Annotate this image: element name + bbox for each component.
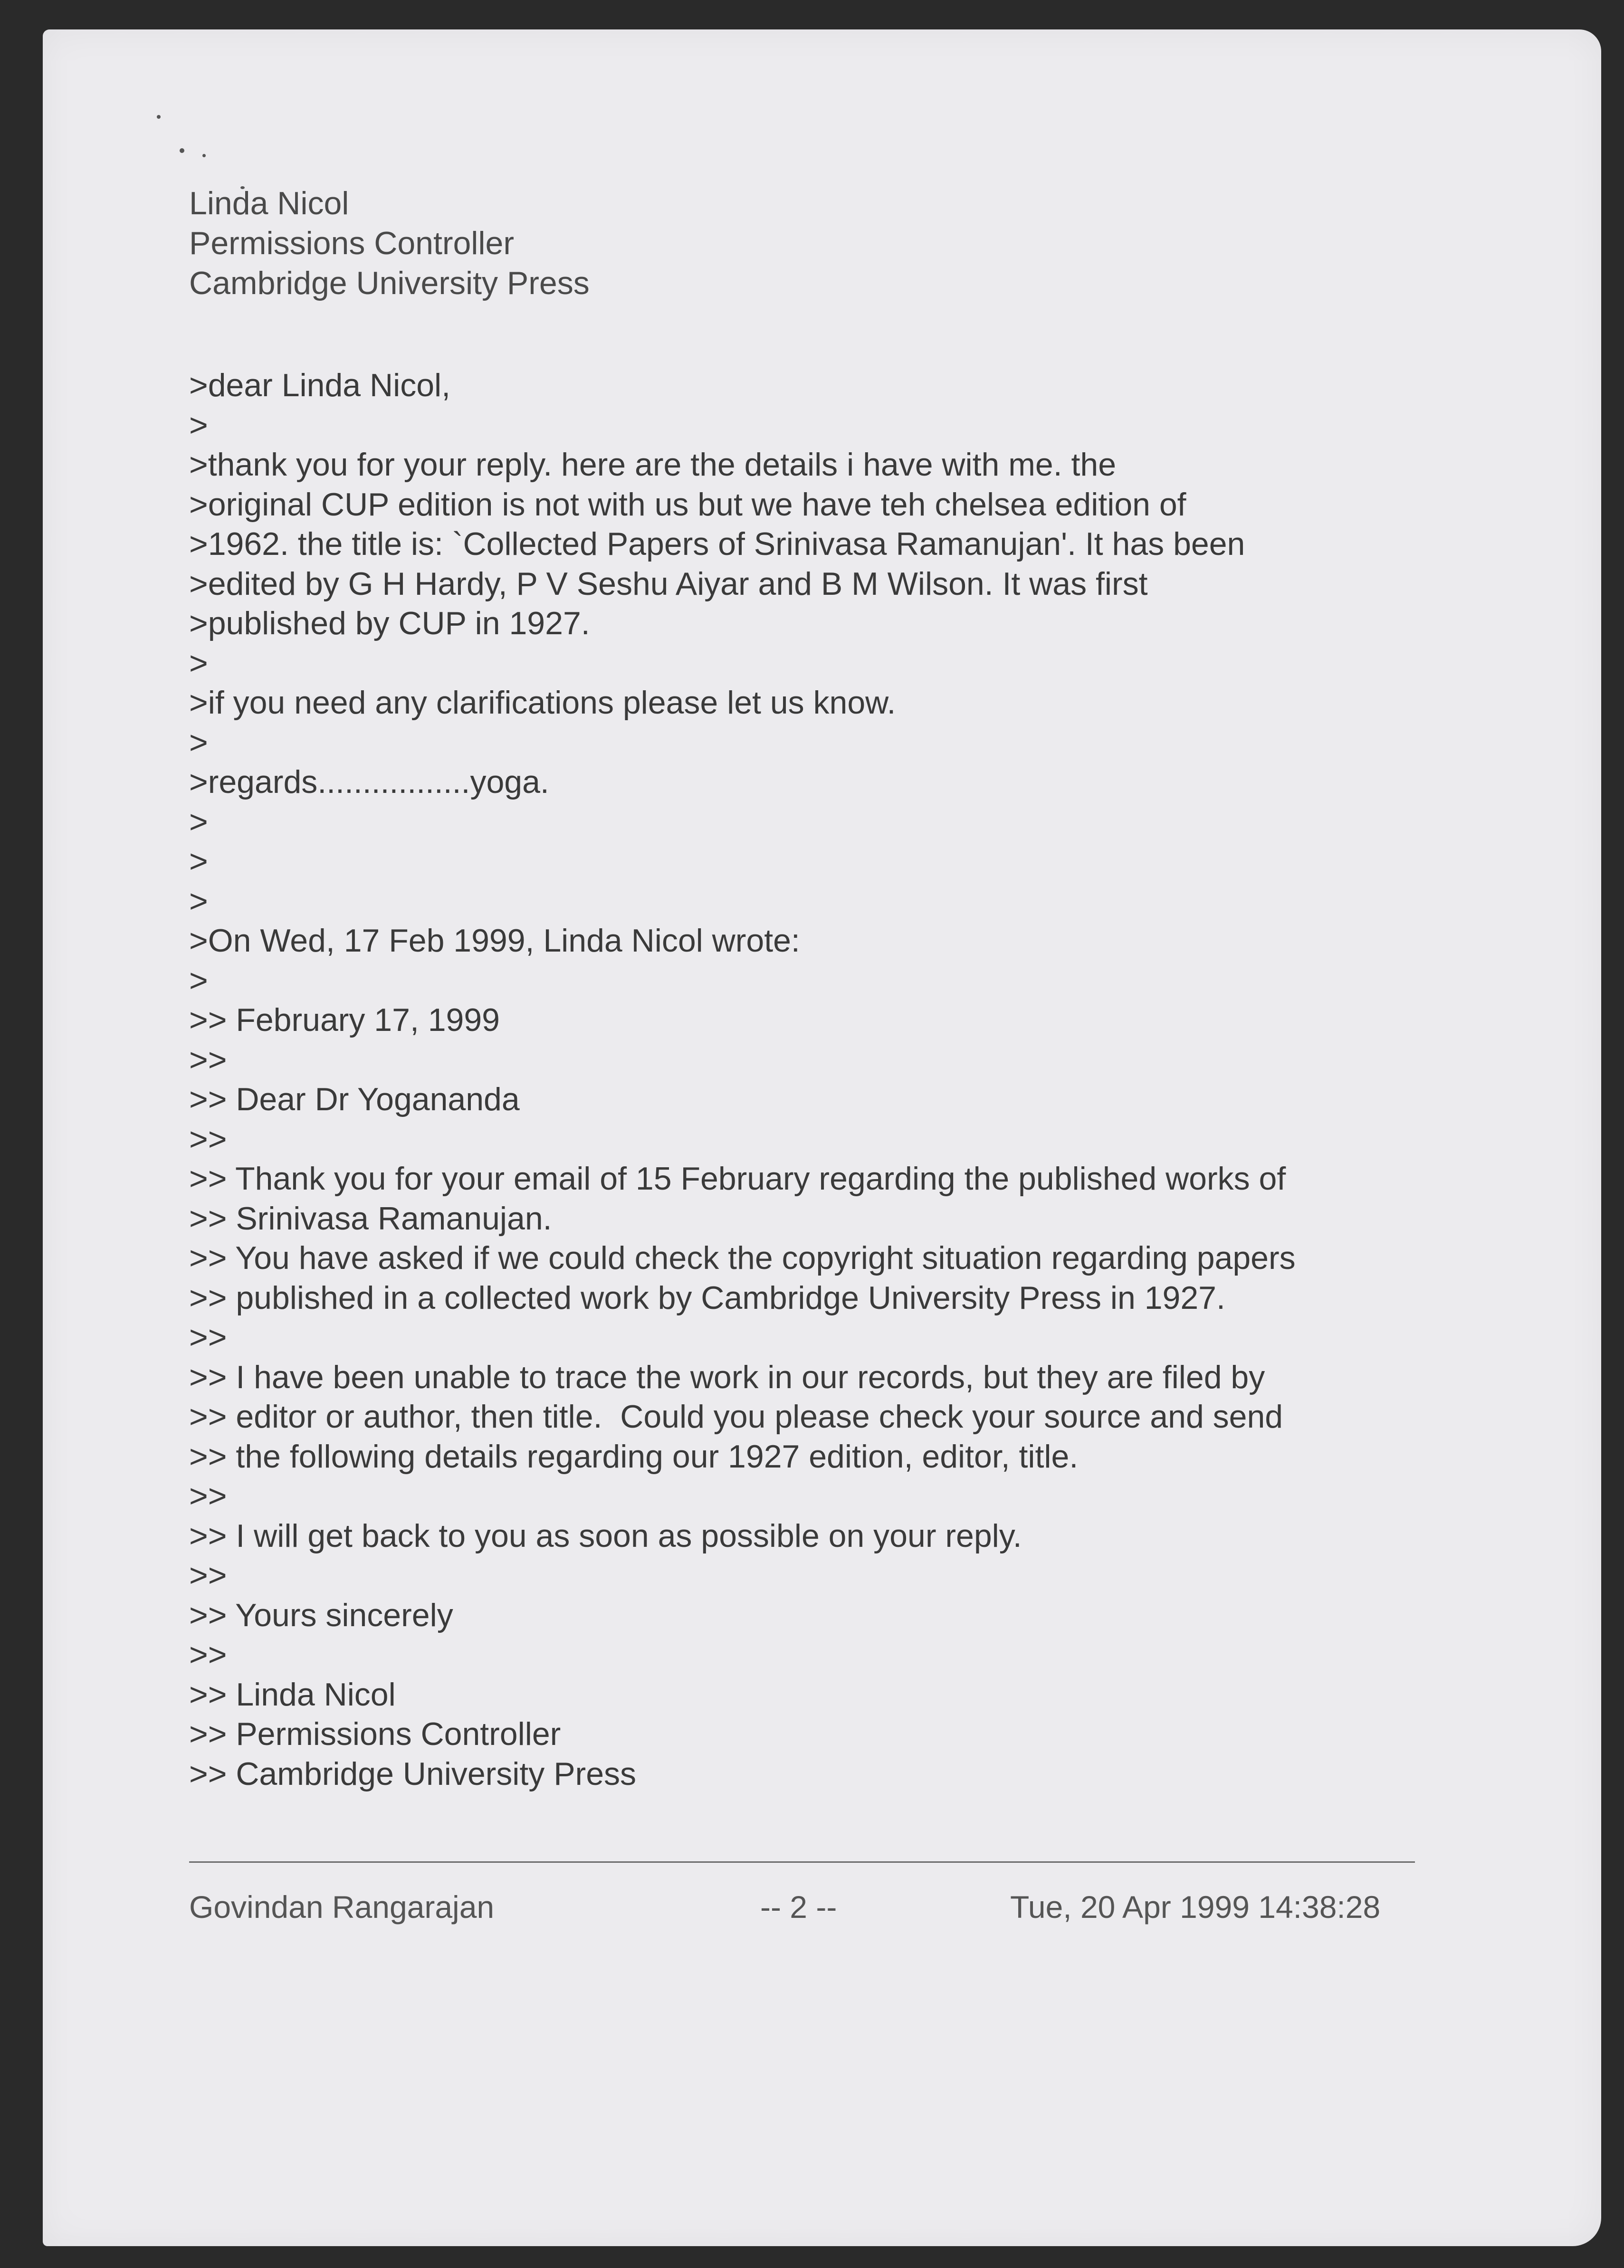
body-line: >> bbox=[189, 1478, 227, 1514]
body-line: >> bbox=[189, 1319, 227, 1355]
body-line: > bbox=[189, 803, 208, 840]
body-line: >regards.................yoga. bbox=[189, 764, 549, 800]
body-line: >> Yours sincerely bbox=[189, 1597, 453, 1633]
body-line: > bbox=[189, 962, 208, 999]
body-line: >> February 17, 1999 bbox=[189, 1002, 500, 1038]
body-line: >> You have asked if we could check the copyright situation regarding papers bbox=[189, 1240, 1296, 1276]
body-line: >published by CUP in 1927. bbox=[189, 605, 590, 641]
footer-date: Tue, 20 Apr 1999 14:38:28 bbox=[1010, 1889, 1381, 1925]
body-line: > bbox=[189, 843, 208, 879]
body-line: >> published in a collected work by Cambridge University Press in 1927. bbox=[189, 1279, 1225, 1316]
recipient-title: Permissions Controller bbox=[189, 225, 514, 261]
body-line: >> Cambridge University Press bbox=[189, 1755, 637, 1792]
body-line: >> the following details regarding our 1927 edition, editor, title. bbox=[189, 1438, 1079, 1475]
body-line: >> Linda Nicol bbox=[189, 1676, 396, 1713]
body-line: >> bbox=[189, 1041, 227, 1078]
body-line: >> bbox=[189, 1557, 227, 1593]
body-line: >dear Linda Nicol, bbox=[189, 367, 451, 403]
body-line: >> I have been unable to trace the work in our records, but they are filed by bbox=[189, 1359, 1265, 1395]
body-line: >if you need any clarifications please let us know. bbox=[189, 685, 896, 721]
body-line: > bbox=[189, 883, 208, 919]
footer-author: Govindan Rangarajan bbox=[189, 1889, 495, 1925]
recipient-name: Linda Nicol bbox=[189, 185, 349, 221]
body-line: >> Dear Dr Yogananda bbox=[189, 1081, 520, 1117]
body-line: > bbox=[189, 645, 208, 681]
body-line: >> I will get back to you as soon as possible on your reply. bbox=[189, 1517, 1022, 1554]
body-line: >1962. the title is: `Collected Papers of Srinivasa Ramanujan'. It has been bbox=[189, 526, 1245, 562]
body-line: >original CUP edition is not with us but we have teh chelsea edition of bbox=[189, 486, 1186, 523]
body-line: >> bbox=[189, 1121, 227, 1157]
body-line: >thank you for your reply. here are the details i have with me. the bbox=[189, 447, 1117, 483]
body-line: >> bbox=[189, 1637, 227, 1673]
footer-page-number: -- 2 -- bbox=[760, 1889, 837, 1925]
body-line: > bbox=[189, 407, 208, 443]
email-body bbox=[189, 366, 1296, 1794]
body-line: >edited by G H Hardy, P V Seshu Aiyar and B M Wilson. It was first bbox=[189, 565, 1148, 602]
body-line: > bbox=[189, 724, 208, 761]
body-line: >> Srinivasa Ramanujan. bbox=[189, 1200, 552, 1237]
recipient-header bbox=[189, 183, 590, 303]
footer-divider bbox=[189, 1861, 1415, 1863]
body-line: >On Wed, 17 Feb 1999, Linda Nicol wrote: bbox=[189, 923, 800, 959]
recipient-organization: Cambridge University Press bbox=[189, 265, 590, 301]
body-line: >> Thank you for your email of 15 February regarding the published works of bbox=[189, 1161, 1286, 1197]
body-line: >> editor or author, then title. Could you please check your source and send bbox=[189, 1399, 1283, 1435]
body-line: >> Permissions Controller bbox=[189, 1716, 561, 1752]
